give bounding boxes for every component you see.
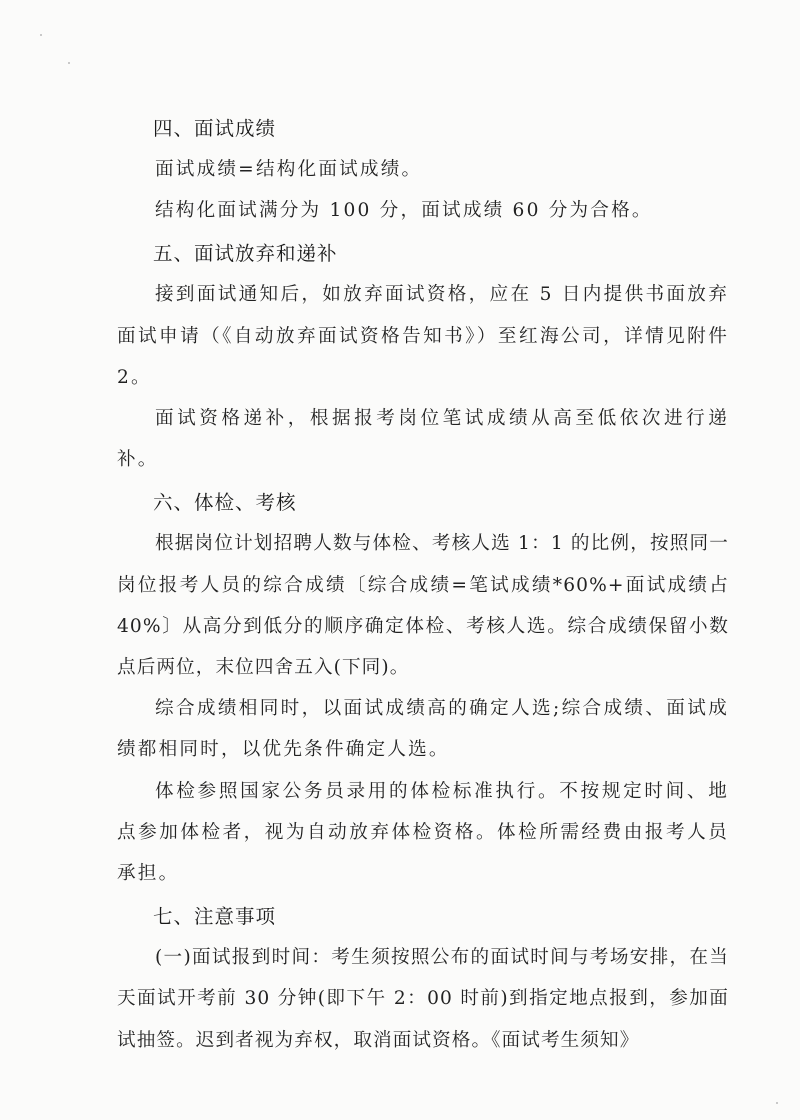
paragraph-supplement-rule: 面试资格递补，根据报考岗位笔试成绩从高至低依次进行递补。 bbox=[117, 408, 729, 471]
scan-speck bbox=[68, 62, 70, 64]
paragraph-withdraw-application: 接到面试通知后，如放弃面试资格，应在 5 日内提供书面放弃面试申请（《自动放弃面试资格告知书》）至红海公司，详情见附件 2。 bbox=[117, 284, 729, 388]
paragraph-tie-rule: 综合成绩相同时，以面试成绩高的确定人选;综合成绩、面试成绩都相同时，以优先条件确定人选。 bbox=[117, 698, 729, 761]
section-heading-withdraw-supplement: 五、面试放弃和递补 bbox=[153, 242, 338, 266]
section-heading-interview-score: 四、面试成绩 bbox=[153, 117, 277, 140]
scan-speck bbox=[776, 1102, 778, 1104]
paragraph-exam-standard: 体检参照国家公务员录用的体检标准执行。不按规定时间、地点参加体检者，视为自动放弃体检资格。体检所需经费由报考人员承担。 bbox=[117, 780, 729, 885]
section-heading-physical-exam: 六、体检、考核 bbox=[153, 491, 297, 515]
scan-speck bbox=[40, 34, 42, 36]
section-heading-notes: 七、注意事项 bbox=[153, 905, 277, 929]
paragraph-exam-ratio: 根据岗位计划招聘人数与体检、考核人选 1：1 的比例，按照同一岗位报考人员的综合成绩〔综合成绩=笔试成绩*60%+面试成绩占 40%〕从高分到低分的顺序确定体检、考核人选。综合成绩保留小数点后两位，末位四舍五入(下同)。 bbox=[117, 533, 729, 679]
paragraph-score-definition: 面试成绩=结构化面试成绩。 bbox=[155, 159, 423, 180]
document-body bbox=[117, 108, 729, 1061]
paragraph-score-pass-line: 结构化面试满分为 100 分，面试成绩 60 分为合格。 bbox=[155, 200, 653, 222]
paragraph-check-in-time: (一)面试报到时间：考生须按照公布的面试时间与考场安排，在当天面试开考前 30 分钟(即下午 2：00 时前)到指定地点报到，参加面试抽签。迟到者视为弃权，取消面试资格。《面试考生须知》 bbox=[117, 947, 729, 1051]
